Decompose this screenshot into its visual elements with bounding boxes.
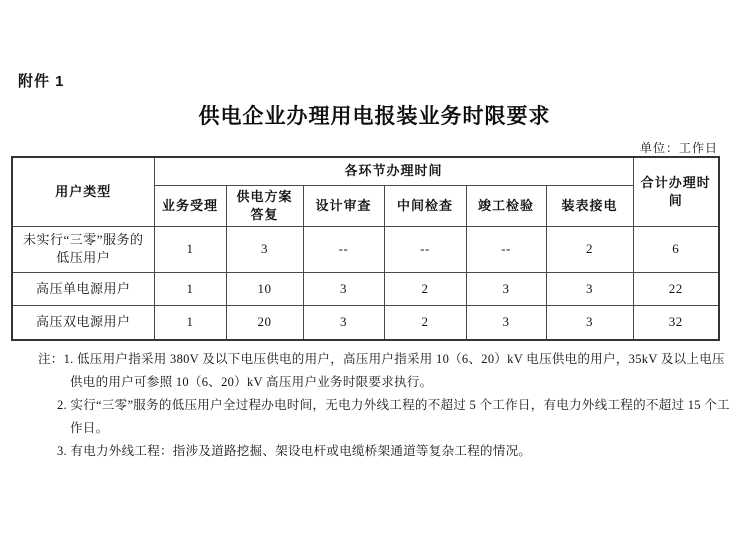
column-header-meter-connection: 装表接电 [546,185,633,226]
table-cell: 2 [384,305,466,340]
table-row [12,272,719,305]
row-user-type: 高压双电源用户 [12,305,154,340]
table-cell: -- [384,226,466,272]
row-total-cell: 32 [633,305,719,340]
table-cell: 3 [546,305,633,340]
note-text: 3. 有电力外线工程：指涉及道路挖掘、架设电杆或电缆桥架通道等复杂工程的情况。 [57,444,532,458]
note-item [38,348,737,394]
table-cell: 1 [154,305,226,340]
table-cell: 2 [546,226,633,272]
row-total-cell: 6 [633,226,719,272]
note-item [57,440,737,463]
table-cell: 1 [154,226,226,272]
table-cell: 20 [226,305,303,340]
column-header-total-time: 合计办理时间 [633,157,719,226]
table-cell: 10 [226,272,303,305]
table-cell: 2 [384,272,466,305]
table-cell: 3 [466,272,546,305]
note-text: 2. 实行“三零”服务的低压用户全过程办电时间，无电力外线工程的不超过 5 个工作日，有电力外线工程的不超过 15 个工作日。 [57,398,730,435]
column-header-interim-inspection: 中间检查 [384,185,466,226]
table-cell: -- [466,226,546,272]
table-cell: 1 [154,272,226,305]
header-row-group [12,157,719,185]
column-header-user-type: 用户类型 [12,157,154,226]
column-header-supply-plan-reply: 供电方案答复 [226,185,303,226]
column-header-stage-group: 各环节办理时间 [154,157,633,185]
column-header-acceptance: 业务受理 [154,185,226,226]
column-header-completion-inspection: 竣工检验 [466,185,546,226]
row-total-cell: 22 [633,272,719,305]
unit-label: 单位：工作日 [639,141,718,155]
notes-prefix: 注： [38,352,64,366]
notes-section [38,348,737,463]
table-cell: 3 [226,226,303,272]
table-cell: 3 [303,272,384,305]
row-user-type: 高压单电源用户 [12,272,154,305]
row-user-type: 未实行“三零”服务的低压用户 [12,226,154,272]
note-item [57,394,737,440]
table-row [12,305,719,340]
table-cell: 3 [546,272,633,305]
table-cell: -- [303,226,384,272]
time-limit-table [11,156,720,341]
attachment-label: 附件 1 [18,73,65,90]
table-row [12,226,719,272]
note-text: 1. 低压用户指采用 380V 及以下电压供电的用户，高压用户指采用 10（6、20）kV 电压供电的用户，35kV 及以上电压供电的用户可参照 10（6、20）kV 高压用户业务时限要求执行。 [63,352,725,389]
page-title: 供电企业办理用电报装业务时限要求 [198,105,551,128]
table-cell: 3 [466,305,546,340]
column-header-design-review: 设计审查 [303,185,384,226]
table-cell: 3 [303,305,384,340]
